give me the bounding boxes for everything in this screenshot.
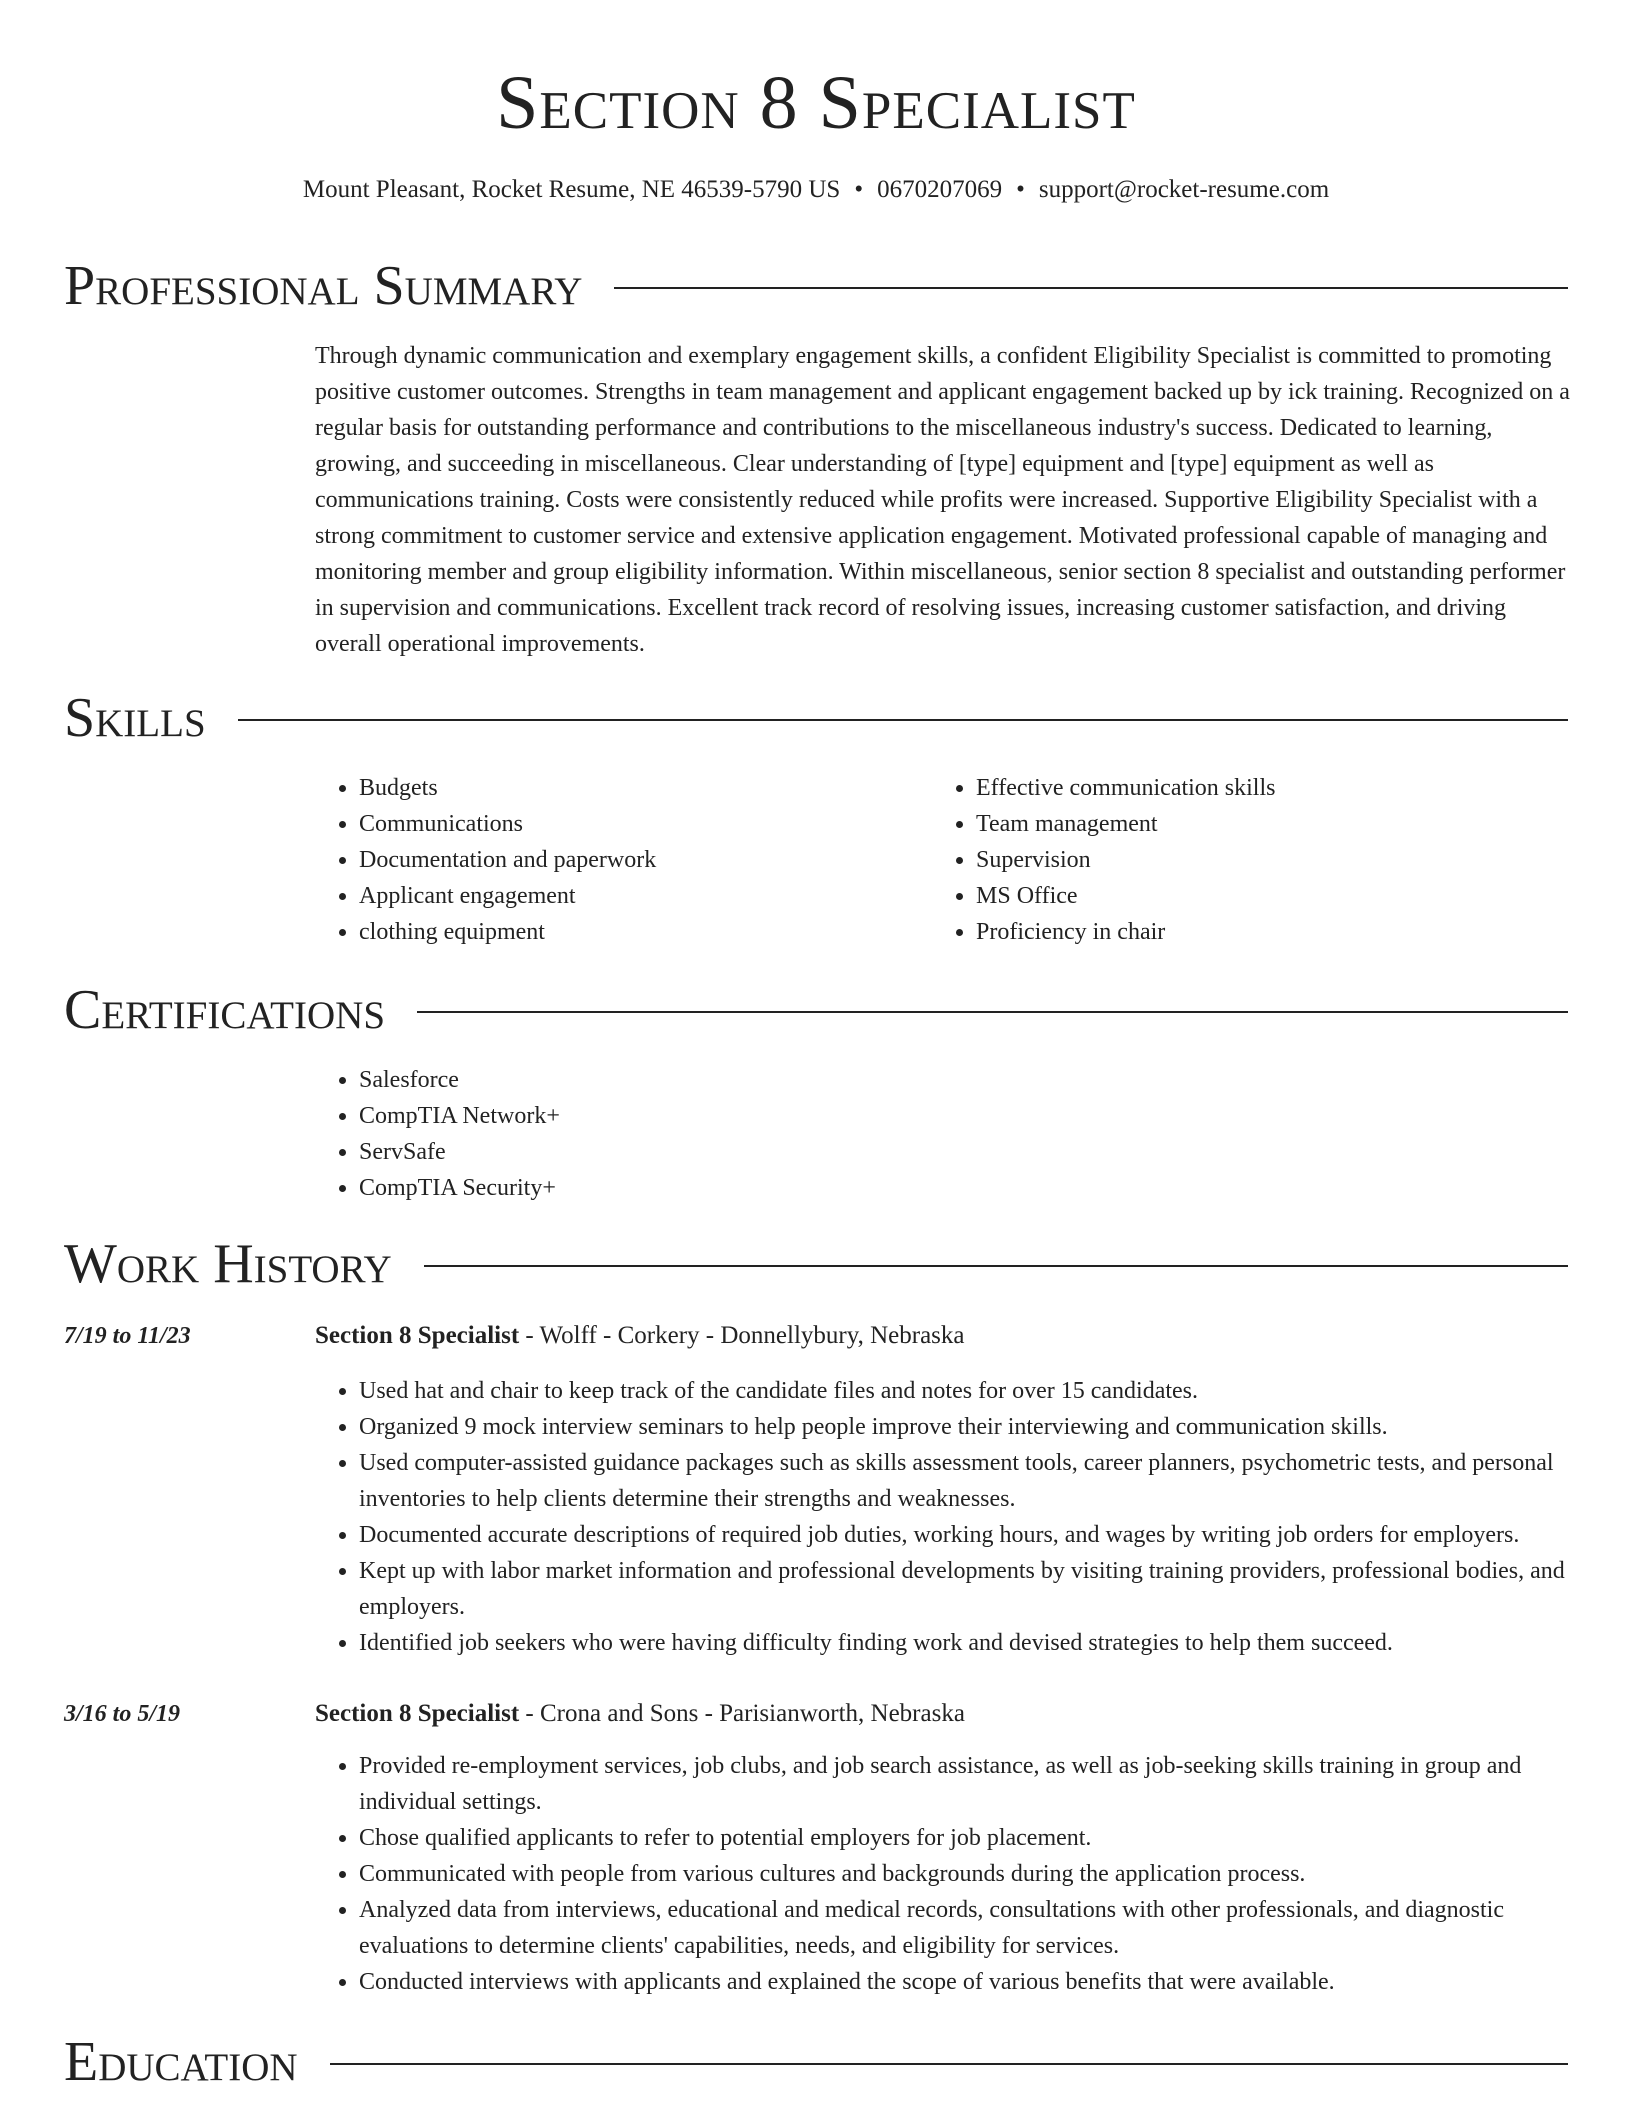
job-duty-item: • Used computer-assisted guidance packages such as skills assessment tools, career planners, psychometric tests, and personal inventories to help clients determine their strengths and weaknesses.: [359, 1445, 1575, 1517]
job-employer-location: - Crona and Sons - Parisianworth, Nebraska: [519, 1700, 965, 1727]
job-header: [315, 1696, 965, 1732]
contact-separator: •: [854, 176, 864, 203]
job-title: Section 8 Specialist: [315, 1322, 520, 1349]
job-duty-item: • Conducted interviews with applicants and explained the scope of various benefits that were available.: [359, 1964, 1575, 2000]
section-header-summary: [64, 254, 1568, 318]
skill-item: • Proficiency in chair: [976, 914, 1532, 950]
section-title-summary: Professional Summary: [64, 255, 583, 317]
job-dates: 7/19 to 11/23: [64, 1323, 191, 1349]
job-duty-item: • Communicated with people from various cultures and backgrounds during the application process.: [359, 1856, 1575, 1892]
candidate-name: Section 8 Specialist: [496, 61, 1136, 145]
skill-item: • Effective communication skills: [976, 770, 1532, 806]
skill-item: • Documentation and paperwork: [359, 842, 915, 878]
certification-item: • CompTIA Network+: [359, 1098, 915, 1134]
job-duties: [315, 1373, 1575, 1661]
section-header-skills: [64, 686, 1568, 750]
section-header-education: [64, 2030, 1568, 2094]
skill-item: • clothing equipment: [359, 914, 915, 950]
job-duty-item: • Identified job seekers who were having difficulty finding work and devised strategies to help them succeed.: [359, 1625, 1575, 1661]
job-duty-item: • Analyzed data from interviews, educational and medical records, consultations with other professionals, and diagnostic evaluations to determine clients' capabilities, needs, and eligibility for services.: [359, 1892, 1575, 1964]
section-header-certifications: [64, 978, 1568, 1042]
section-title-work-history: Work History: [64, 1233, 392, 1295]
section-divider: [614, 287, 1568, 289]
skills-column-right: [932, 770, 1532, 950]
job-title: Section 8 Specialist: [315, 1700, 520, 1727]
skill-item: • Budgets: [359, 770, 915, 806]
job-duty-item: • Used hat and chair to keep track of the candidate files and notes for over 15 candidates.: [359, 1373, 1575, 1409]
contact-phone: 0670207069: [877, 176, 1003, 203]
job-duties: [315, 1748, 1575, 2000]
contact-line: [0, 172, 1632, 208]
certification-item: • Salesforce: [359, 1062, 915, 1098]
job-duty-item: • Provided re-employment services, job clubs, and job search assistance, as well as job-seeking skills training in group and individual settings.: [359, 1748, 1575, 1820]
contact-address: Mount Pleasant, Rocket Resume, NE 46539-5790 US: [302, 176, 841, 203]
certifications-list: [315, 1062, 915, 1206]
section-divider: [424, 1265, 1568, 1267]
certification-item: • ServSafe: [359, 1134, 915, 1170]
job-duty-item: • Chose qualified applicants to refer to potential employers for job placement.: [359, 1820, 1575, 1856]
job-duty-item: • Kept up with labor market information and professional developments by visiting training providers, professional bodies, and employers.: [359, 1553, 1575, 1625]
contact-email[interactable]: support@rocket-resume.com: [1038, 176, 1330, 203]
summary-text: Through dynamic communication and exemplary engagement skills, a confident Eligibility Specialist is committed to promoting positive customer outcomes. Strengths in team management and applicant engagement backed up by ick training. Recognized on a regular basis for outstanding performance and contributions to the miscellaneous industry's success. Dedicated to learning, growing, and succeeding in miscellaneous. Clear understanding of [type] equipment and [type] equipment as well as communications training. Costs were consistently reduced while profits were increased. Supportive Eligibility Specialist with a strong commitment to customer service and extensive application engagement. Motivated professional capable of managing and monitoring member and group eligibility information. Within miscellaneous, senior section 8 specialist and outstanding performer in supervision and communications. Excellent track record of resolving issues, increasing customer satisfaction, and driving overall operational improvements.: [315, 343, 1570, 657]
skill-item: • Supervision: [976, 842, 1532, 878]
section-header-work-history: [64, 1232, 1568, 1296]
job-header: [315, 1318, 965, 1354]
skill-item: • Applicant engagement: [359, 878, 915, 914]
skills-column-left: [315, 770, 915, 950]
certification-item: • CompTIA Security+: [359, 1170, 915, 1206]
skill-item: • Team management: [976, 806, 1532, 842]
section-divider: [417, 1011, 1568, 1013]
section-divider: [330, 2063, 1568, 2065]
section-title-skills: Skills: [64, 687, 206, 749]
section-title-certifications: Certifications: [64, 979, 386, 1041]
skill-item: • MS Office: [976, 878, 1532, 914]
section-title-education: Education: [64, 2031, 298, 2093]
job-duty-item: • Documented accurate descriptions of required job duties, working hours, and wages by writing job orders for employers.: [359, 1517, 1575, 1553]
job-dates: 3/16 to 5/19: [64, 1701, 181, 1727]
contact-separator: •: [1016, 176, 1025, 203]
skill-item: • Communications: [359, 806, 915, 842]
job-employer-location: - Wolff - Corkery - Donnellybury, Nebraska: [519, 1322, 965, 1349]
job-duty-item: • Organized 9 mock interview seminars to help people improve their interviewing and communication skills.: [359, 1409, 1575, 1445]
section-divider: [238, 719, 1568, 721]
